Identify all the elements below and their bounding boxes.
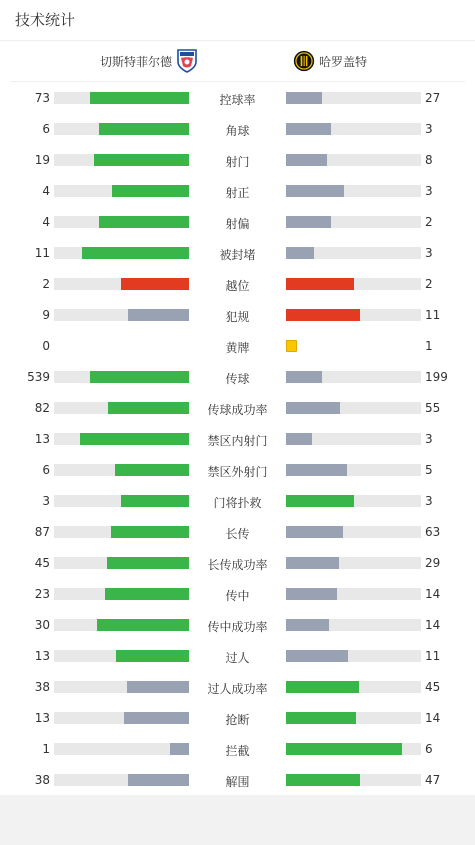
home-bar: [111, 526, 189, 538]
home-value: 82: [34, 401, 50, 415]
home-value: 73: [34, 91, 50, 105]
away-value: 3: [425, 184, 433, 198]
home-value: 13: [34, 432, 50, 446]
stat-label: 过人成功率: [207, 682, 268, 696]
home-bar: [121, 278, 189, 290]
stat-row: [0, 454, 475, 485]
away-value: 45: [425, 680, 441, 694]
away-bar: [286, 464, 347, 476]
away-value: 14: [425, 711, 441, 725]
home-bar-track: [54, 371, 189, 383]
stat-row: [0, 330, 475, 361]
home-team[interactable]: [10, 48, 198, 74]
home-value: 19: [34, 153, 50, 167]
stat-row: [0, 268, 475, 299]
home-value: 13: [34, 649, 50, 663]
home-bar: [127, 681, 189, 693]
stat-row: [0, 485, 475, 516]
stat-label: 长传成功率: [207, 558, 268, 572]
away-bar: [286, 588, 337, 600]
stat-row: [0, 640, 475, 671]
stat-row: [0, 175, 475, 206]
away-bar: [286, 216, 331, 228]
stat-row: [0, 206, 475, 237]
away-value: 1: [425, 339, 433, 353]
stat-row: [0, 299, 475, 330]
home-bar: [121, 495, 189, 507]
away-value: 27: [425, 91, 441, 105]
stat-row: [0, 702, 475, 733]
home-value: 4: [42, 215, 50, 229]
home-bar-track: [54, 743, 189, 755]
home-value: 6: [42, 122, 50, 136]
away-bar-track: [286, 402, 421, 414]
away-bar: [286, 185, 344, 197]
away-bar-track: [286, 557, 421, 569]
away-bar: [286, 247, 314, 259]
away-value: 2: [425, 277, 433, 291]
away-value: 8: [425, 153, 433, 167]
away-value: 63: [425, 525, 441, 539]
away-bar-track: [286, 774, 421, 786]
home-bar: [128, 309, 189, 321]
home-value: 45: [34, 556, 50, 570]
stats-list: [0, 82, 475, 795]
home-bar: [115, 464, 189, 476]
away-bar-track: [286, 247, 421, 259]
home-bar-track: [54, 247, 189, 259]
stat-label: 犯规: [225, 310, 250, 324]
away-bar: [286, 154, 327, 166]
home-bar: [108, 402, 189, 414]
home-value: 4: [42, 184, 50, 198]
away-bar-track: [286, 433, 421, 445]
stat-label: 越位: [225, 279, 250, 293]
home-value: 6: [42, 463, 50, 477]
away-bar: [286, 526, 343, 538]
home-value: 3: [42, 494, 50, 508]
home-bar-track: [54, 526, 189, 538]
home-value: 38: [34, 680, 50, 694]
away-bar: [286, 774, 360, 786]
home-value: 87: [34, 525, 50, 539]
away-value: 3: [425, 122, 433, 136]
away-bar-track: [286, 681, 421, 693]
stat-label: 黄牌: [225, 341, 250, 355]
home-bar-track: [54, 588, 189, 600]
away-bar: [286, 495, 354, 507]
away-bar-track: [286, 92, 421, 104]
stat-label: 解围: [225, 775, 250, 789]
away-bar: [286, 712, 356, 724]
home-value: 13: [34, 711, 50, 725]
home-bar-track: [54, 433, 189, 445]
stat-label: 射偏: [225, 217, 250, 231]
stat-label: 射门: [225, 155, 250, 169]
stat-row: [0, 423, 475, 454]
away-value: 6: [425, 742, 433, 756]
home-bar: [90, 371, 189, 383]
away-bar: [286, 123, 331, 135]
home-bar-track: [54, 154, 189, 166]
home-bar-track: [54, 557, 189, 569]
away-value: 29: [425, 556, 441, 570]
stat-label: 传球成功率: [207, 403, 268, 417]
away-bar-track: [286, 650, 421, 662]
home-team-name: 切斯特菲尔德: [99, 54, 172, 69]
stat-label: 传中成功率: [207, 620, 268, 634]
away-bar-track: [286, 743, 421, 755]
teams-header: [10, 41, 465, 82]
stat-label: 过人: [225, 651, 250, 665]
away-bar-track: [286, 464, 421, 476]
stat-row: [0, 609, 475, 640]
yellow-card-icon: [286, 340, 297, 352]
home-bar-track: [54, 464, 189, 476]
home-bar-track: [54, 402, 189, 414]
stat-row: [0, 237, 475, 268]
away-team[interactable]: [293, 48, 367, 74]
stat-row: [0, 144, 475, 175]
home-bar-track: [54, 619, 189, 631]
home-bar-track: [54, 681, 189, 693]
away-value: 2: [425, 215, 433, 229]
home-bar: [99, 123, 189, 135]
home-value: 38: [34, 773, 50, 787]
stat-label: 角球: [225, 124, 250, 138]
stat-label: 传球: [225, 372, 250, 386]
stat-row: [0, 113, 475, 144]
home-bar: [82, 247, 189, 259]
away-value: 199: [425, 370, 448, 384]
away-bar: [286, 619, 329, 631]
away-bar: [286, 557, 339, 569]
away-value: 14: [425, 618, 441, 632]
home-bar-track: [54, 185, 189, 197]
away-bar: [286, 278, 354, 290]
home-bar-track: [54, 650, 189, 662]
stat-row: [0, 764, 475, 795]
home-bar: [107, 557, 189, 569]
home-bar: [124, 712, 189, 724]
away-value: 3: [425, 246, 433, 260]
away-team-name: 哈罗盖特: [319, 54, 368, 69]
away-bar: [286, 371, 322, 383]
away-bar: [286, 402, 340, 414]
home-value: 30: [34, 618, 50, 632]
home-value: 9: [42, 308, 50, 322]
away-bar: [286, 433, 312, 445]
away-bar-track: [286, 154, 421, 166]
away-bar-track: [286, 712, 421, 724]
stat-label: 控球率: [219, 93, 256, 107]
stat-label: 长传: [225, 527, 250, 541]
stat-row: [0, 82, 475, 113]
stat-label: 被封堵: [219, 248, 256, 262]
away-bar-track: [286, 619, 421, 631]
away-bar: [286, 743, 402, 755]
away-value: 11: [425, 308, 441, 322]
home-bar: [90, 92, 189, 104]
home-bar-track: [54, 92, 189, 104]
stat-label: 传中: [225, 589, 250, 603]
away-value: 5: [425, 463, 433, 477]
away-bar-track: [286, 216, 421, 228]
home-bar: [116, 650, 189, 662]
stat-row: [0, 516, 475, 547]
home-value: 539: [27, 370, 50, 384]
home-bar-track: [54, 774, 189, 786]
stat-label: 拦截: [225, 744, 250, 758]
home-value: 1: [42, 742, 50, 756]
away-bar-track: [286, 123, 421, 135]
home-bar: [94, 154, 189, 166]
home-bar-track: [54, 712, 189, 724]
stat-row: [0, 392, 475, 423]
page-title: 技术统计: [0, 0, 475, 41]
away-bar-track: [286, 185, 421, 197]
away-bar: [286, 681, 359, 693]
stat-label: 抢断: [225, 713, 250, 727]
away-bar-track: [286, 526, 421, 538]
home-value: 23: [34, 587, 50, 601]
stat-label: 禁区内射门: [207, 434, 268, 448]
away-bar-track: [286, 309, 421, 321]
home-bar: [112, 185, 189, 197]
home-bar-track: [54, 495, 189, 507]
away-bar-track: [286, 278, 421, 290]
home-bar-track: [54, 216, 189, 228]
home-team-crest-icon: [176, 48, 198, 74]
stat-label: 射正: [225, 186, 250, 200]
away-bar: [286, 92, 322, 104]
away-team-crest-icon: [293, 48, 315, 74]
stat-row: [0, 547, 475, 578]
stat-row: [0, 733, 475, 764]
stat-row: [0, 671, 475, 702]
home-value: 11: [34, 246, 50, 260]
stat-label: 禁区外射门: [207, 465, 268, 479]
away-value: 47: [425, 773, 441, 787]
away-value: 55: [425, 401, 441, 415]
home-bar-track: [54, 278, 189, 290]
away-value: 3: [425, 432, 433, 446]
stat-row: [0, 361, 475, 392]
home-bar: [128, 774, 189, 786]
home-value: 2: [42, 277, 50, 291]
stat-label: 门将扑救: [213, 496, 262, 510]
home-bar: [105, 588, 189, 600]
stat-row: [0, 578, 475, 609]
away-bar: [286, 650, 348, 662]
home-bar-track: [54, 123, 189, 135]
away-value: 3: [425, 494, 433, 508]
away-value: 14: [425, 587, 441, 601]
away-value: 11: [425, 649, 441, 663]
away-bar-track: [286, 371, 421, 383]
home-bar: [99, 216, 189, 228]
away-bar-track: [286, 495, 421, 507]
home-bar-track: [54, 309, 189, 321]
away-bar-track: [286, 588, 421, 600]
home-bar: [170, 743, 189, 755]
away-bar: [286, 309, 360, 321]
home-bar: [97, 619, 189, 631]
home-bar: [80, 433, 189, 445]
home-value: 0: [42, 339, 50, 353]
